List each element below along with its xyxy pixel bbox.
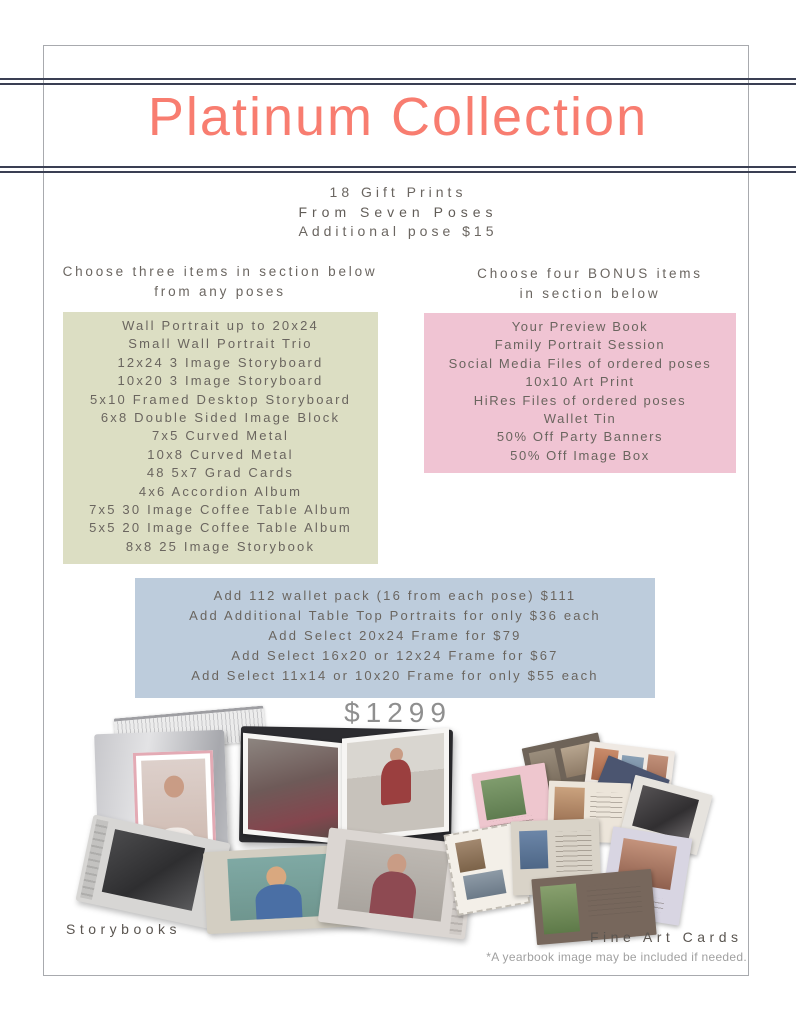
choose-items-heading [45,262,395,302]
page-title: Platinum Collection [147,87,649,147]
list-item: Add 112 wallet pack (16 from each pose) $111 [213,588,577,603]
photo-detail [463,869,507,900]
list-item: Family Portrait Session [494,337,666,353]
list-item: 4x6 Accordion Album [138,483,303,499]
list-item: 48 5x7 Grad Cards [146,465,295,481]
photo-detail [455,839,486,873]
list-item: HiRes Files of ordered poses [473,392,687,408]
storybooks-label: Storybooks [66,921,182,937]
list-item: 7x5 30 Image Coffee Table Album [89,502,352,518]
list-item: Add Select 16x20 or 12x24 Frame for $67 [231,648,559,663]
list-item: 5x5 20 Image Coffee Table Album [89,520,352,536]
intro-line-1: 18 Gift Prints [329,184,467,200]
list-item: 12x24 3 Image Storyboard [117,354,324,370]
photo-detail [102,829,205,911]
bonus-items-heading-line-1: Choose four BONUS items [477,266,703,281]
list-item: 10x20 3 Image Storyboard [117,373,324,389]
list-item: Your Preview Book [511,319,649,334]
choose-items-box [63,312,378,564]
intro-block [0,183,796,242]
list-item: 8x8 25 Image Storybook [125,538,316,554]
photo-detail [255,883,303,919]
list-item: 50% Off Image Box [510,447,650,463]
photo-detail [586,882,642,917]
bonus-items-box [424,313,736,473]
footnote: *A yearbook image may be included if needed. [486,950,747,964]
header-rule-top [0,78,796,85]
list-item: 10x10 Art Print [525,374,635,390]
header-rule-bottom [0,166,796,173]
open-album-right-page [342,727,449,842]
open-album-left-page [243,733,343,845]
photo-detail [337,839,449,921]
list-item: Wallet Tin [543,411,617,427]
photo-detail [540,883,580,934]
fine-art-cards-label: Fine Art Cards [590,929,743,945]
addons-box [135,578,655,698]
photo-detail [519,830,548,869]
bonus-items-heading-line-2: in section below [519,286,661,301]
list-item: Small Wall Portrait Trio [128,336,313,352]
list-item: Add Additional Table Top Portraits for only $36 each [189,608,601,623]
photo-detail [381,758,411,805]
fine-art-cards-photo [448,736,753,946]
photo-detail [248,738,338,838]
photo-detail [590,792,623,819]
photo-detail [164,776,185,799]
bonus-items-heading [432,264,748,304]
list-item: Add Select 11x14 or 10x20 Frame for only $55 each [191,668,599,683]
list-item: 10x8 Curved Metal [147,446,294,462]
intro-line-2: From Seven Poses [298,203,498,220]
photo-detail [481,775,527,821]
intro-line-3: Additional pose $15 [298,223,498,239]
choose-items-heading-line-1: Choose three items in section below [62,264,378,279]
package-price: $1299 [344,697,452,728]
list-item: Social Media Files of ordered poses [448,355,712,371]
choose-items-heading-line-2: from any poses [154,284,286,299]
list-item: 5x10 Framed Desktop Storyboard [89,391,352,407]
photo-detail [369,869,418,918]
photo-detail [347,733,444,837]
list-item: 50% Off Party Banners [496,429,664,445]
list-item: 7x5 Curved Metal [151,428,290,444]
list-item: Add Select 20x24 Frame for $79 [268,628,522,643]
list-item: Wall Portrait up to 20x24 [122,318,319,333]
photo-detail [555,831,592,872]
list-item: 6x8 Double Sided Image Block [100,410,341,426]
storybooks-photo [55,710,430,940]
